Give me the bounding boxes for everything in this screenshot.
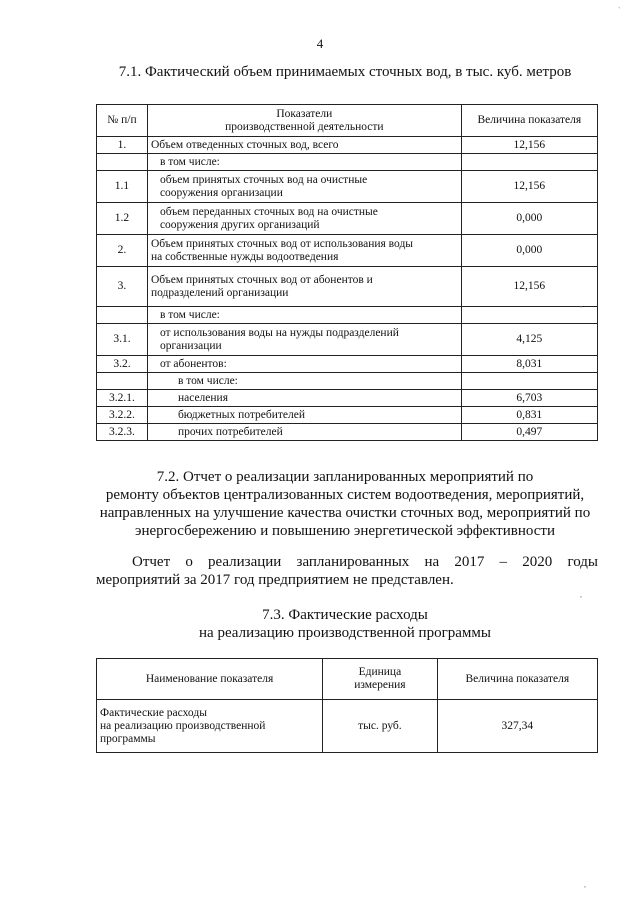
row-name-line: программы bbox=[100, 732, 156, 745]
row-label-line1: Объем принятых сточных вод от использования воды bbox=[150, 237, 414, 250]
table-row bbox=[97, 235, 598, 267]
row-value: 6,703 bbox=[461, 390, 597, 407]
section-7-2-title-line: энергосбережению и повышению энергетической эффективности bbox=[135, 523, 555, 539]
row-num: 1. bbox=[97, 137, 148, 154]
table-row bbox=[97, 424, 598, 441]
section-7-2-title-line: ремонту объектов централизованных систем водоотведения, мероприятий, bbox=[105, 487, 585, 503]
row-num: 3.2. bbox=[97, 356, 148, 373]
header-indicator-line2: производственной деятельности bbox=[225, 120, 384, 133]
row-label bbox=[147, 235, 461, 267]
row-label: от абонентов: bbox=[147, 356, 461, 373]
row-value: 12,156 bbox=[461, 137, 597, 154]
scan-mark: , bbox=[580, 300, 582, 309]
header-value: Величина показателя bbox=[437, 659, 597, 700]
header-indicator-line1: Показатели bbox=[276, 107, 333, 120]
section-7-3-title bbox=[60, 606, 630, 642]
row-num bbox=[97, 154, 148, 171]
row-num: 3.2.3. bbox=[97, 424, 148, 441]
table-row bbox=[97, 356, 598, 373]
row-num bbox=[97, 307, 148, 324]
row-label-line1: Объем принятых сточных вод от абонентов и bbox=[150, 273, 373, 286]
table-row bbox=[97, 700, 598, 753]
row-label-line2: сооружения других организаций bbox=[159, 218, 320, 231]
row-num bbox=[97, 373, 148, 390]
page-number: 4 bbox=[316, 36, 324, 51]
header-unit bbox=[323, 659, 438, 700]
row-name-line: на реализацию производственной bbox=[100, 719, 266, 732]
row-label bbox=[147, 203, 461, 235]
header-name: Наименование показателя bbox=[97, 659, 323, 700]
row-value bbox=[461, 373, 597, 390]
row-num: 3.1. bbox=[97, 324, 148, 356]
row-label-line2: подразделений организации bbox=[150, 286, 289, 299]
row-label: в том числе: bbox=[147, 154, 461, 171]
row-value: 0,831 bbox=[461, 407, 597, 424]
report-paragraph bbox=[96, 553, 598, 589]
row-label bbox=[147, 171, 461, 203]
row-value: 12,156 bbox=[461, 267, 597, 307]
row-num: 1.2 bbox=[97, 203, 148, 235]
table-row bbox=[97, 324, 598, 356]
table-row bbox=[97, 373, 598, 390]
row-num: 3.2.2. bbox=[97, 407, 148, 424]
header-unit-line2: измерения bbox=[354, 679, 406, 691]
row-label-line1: от использования воды на нужды подразделений bbox=[159, 326, 399, 339]
row-label: прочих потребителей bbox=[147, 424, 461, 441]
scan-mark: ` bbox=[618, 6, 621, 15]
scan-mark: , bbox=[580, 590, 582, 599]
report-paragraph-line1: Отчет о реализации запланированных на 2017 – 2020 годы bbox=[132, 554, 598, 570]
section-7-2-title bbox=[60, 468, 630, 540]
scan-mark: , bbox=[584, 880, 586, 889]
table-row bbox=[97, 154, 598, 171]
row-value: 12,156 bbox=[461, 171, 597, 203]
row-label: бюджетных потребителей bbox=[147, 407, 461, 424]
row-num: 3.2.1. bbox=[97, 390, 148, 407]
row-value bbox=[461, 307, 597, 324]
row-label: в том числе: bbox=[147, 373, 461, 390]
table-row bbox=[97, 390, 598, 407]
row-value: 8,031 bbox=[461, 356, 597, 373]
row-value: 327,34 bbox=[437, 700, 597, 753]
section-7-3-title-line2: на реализацию производственной программы bbox=[199, 625, 491, 641]
table-row bbox=[97, 137, 598, 154]
row-label: населения bbox=[147, 390, 461, 407]
row-num: 2. bbox=[97, 235, 148, 267]
row-num: 3. bbox=[97, 267, 148, 307]
table-row bbox=[97, 171, 598, 203]
row-value: 0,000 bbox=[461, 203, 597, 235]
row-label-line2: организации bbox=[159, 339, 222, 352]
row-label: в том числе: bbox=[147, 307, 461, 324]
row-label bbox=[147, 267, 461, 307]
table-header-row bbox=[97, 659, 598, 700]
row-name bbox=[97, 700, 323, 753]
row-value: 0,497 bbox=[461, 424, 597, 441]
header-unit-line1: Единица bbox=[358, 666, 402, 678]
section-7-3-title-line1: 7.3. Фактические расходы bbox=[262, 607, 428, 623]
header-value: Величина показателя bbox=[461, 105, 597, 137]
section-7-2-title-line: 7.2. Отчет о реализации запланированных мероприятий по bbox=[156, 469, 534, 485]
expenses-table bbox=[96, 658, 598, 753]
header-indicator bbox=[147, 105, 461, 137]
row-unit: тыс. руб. bbox=[323, 700, 438, 753]
row-label-line1: объем принятых сточных вод на очистные bbox=[159, 173, 368, 186]
row-num: 1.1 bbox=[97, 171, 148, 203]
row-name-line: Фактические расходы bbox=[100, 706, 207, 719]
table-row bbox=[97, 203, 598, 235]
row-value: 4,125 bbox=[461, 324, 597, 356]
table-row bbox=[97, 307, 598, 324]
row-value bbox=[461, 154, 597, 171]
table-row bbox=[97, 407, 598, 424]
row-label-line2: сооружения организации bbox=[159, 186, 283, 199]
row-value: 0,000 bbox=[461, 235, 597, 267]
row-label-line1: объем переданных сточных вод на очистные bbox=[159, 205, 378, 218]
table-row bbox=[97, 267, 598, 307]
row-label: Объем отведенных сточных вод, всего bbox=[147, 137, 461, 154]
section-7-2-title-line: направленных на улучшение качества очистки сточных вод, мероприятий по bbox=[99, 505, 591, 521]
row-label-line2: на собственные нужды водоотведения bbox=[150, 250, 339, 263]
table-header-row bbox=[97, 105, 598, 137]
report-paragraph-line2: мероприятий за 2017 год предприятием не представлен. bbox=[96, 572, 454, 588]
section-7-1-title: 7.1. Фактический объем принимаемых сточных вод, в тыс. куб. метров bbox=[118, 64, 572, 80]
wastewater-volume-table bbox=[96, 104, 598, 441]
row-label bbox=[147, 324, 461, 356]
header-num: № п/п bbox=[97, 105, 148, 137]
